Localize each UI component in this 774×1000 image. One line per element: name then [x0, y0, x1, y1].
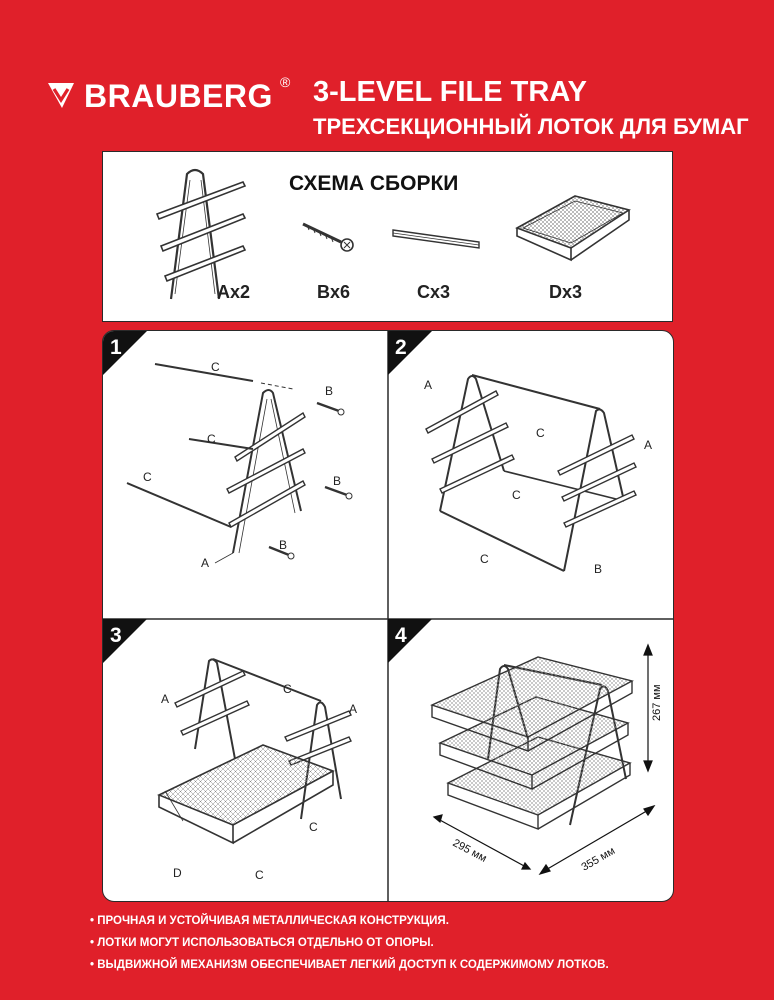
step-number: 4	[395, 624, 407, 647]
header	[0, 0, 774, 150]
rod-icon	[389, 224, 485, 254]
label-c: C	[143, 470, 152, 484]
parts-panel	[102, 151, 673, 322]
label-c: C	[536, 426, 545, 440]
step-4	[388, 619, 673, 902]
part-label-a: Ax2	[217, 282, 251, 302]
title-russian: ТРЕХСЕКЦИОННЫЙ ЛОТОК ДЛЯ БУМАГ	[313, 114, 749, 139]
label-c: C	[255, 868, 264, 882]
brauberg-checkmark-logo-icon	[46, 80, 76, 110]
label-c: C	[512, 488, 521, 502]
label-b: B	[279, 538, 288, 552]
label-b: B	[333, 474, 342, 488]
registered-mark: ®	[280, 74, 291, 90]
part-label-d: Dx3	[549, 282, 583, 302]
label-a: A	[161, 692, 170, 706]
part-label-c: Cx3	[417, 282, 451, 302]
label-b: B	[594, 562, 603, 576]
assembly-steps	[102, 330, 674, 902]
label-d: D	[173, 866, 182, 880]
label-c: C	[211, 360, 220, 374]
part-label-b: Bx6	[317, 282, 351, 302]
label-a: A	[349, 702, 358, 716]
step-3	[103, 619, 388, 902]
feature-list	[90, 910, 760, 976]
label-b: B	[325, 384, 334, 398]
brand-name: BRAUBERG	[84, 78, 273, 114]
label-a: A	[424, 378, 433, 392]
feature-item: • ПРОЧНАЯ И УСТОЙЧИВАЯ МЕТАЛЛИЧЕСКАЯ КОНСТРУКЦИЯ.	[90, 915, 449, 927]
dimension-width: 295 мм	[450, 837, 489, 865]
parts-title: СХЕМА СБОРКИ	[289, 172, 459, 195]
step-number: 1	[110, 336, 122, 359]
feature-item: • ЛОТКИ МОГУТ ИСПОЛЬЗОВАТЬСЯ ОТДЕЛЬНО ОТ ОПОРЫ.	[90, 937, 434, 949]
label-a: A	[644, 438, 653, 452]
step-1	[103, 331, 388, 616]
label-a: A	[201, 556, 210, 570]
label-c: C	[309, 820, 318, 834]
step-number: 3	[110, 624, 122, 647]
feature-item: • ВЫДВИЖНОЙ МЕХАНИЗМ ОБЕСПЕЧИВАЕТ ЛЕГКИЙ ДОСТУП К СОДЕРЖИМОМУ ЛОТКОВ.	[90, 959, 609, 971]
mesh-tray-icon	[511, 190, 636, 270]
step-number: 2	[395, 336, 407, 359]
title-english: 3-LEVEL FILE TRAY	[313, 76, 587, 108]
label-c: C	[207, 432, 216, 446]
dimension-depth: 355 мм	[579, 844, 618, 874]
label-c: C	[283, 682, 292, 696]
step-2	[388, 331, 673, 616]
dimension-height: 267 мм	[651, 684, 663, 721]
label-c: C	[480, 552, 489, 566]
screw-icon	[299, 218, 359, 258]
